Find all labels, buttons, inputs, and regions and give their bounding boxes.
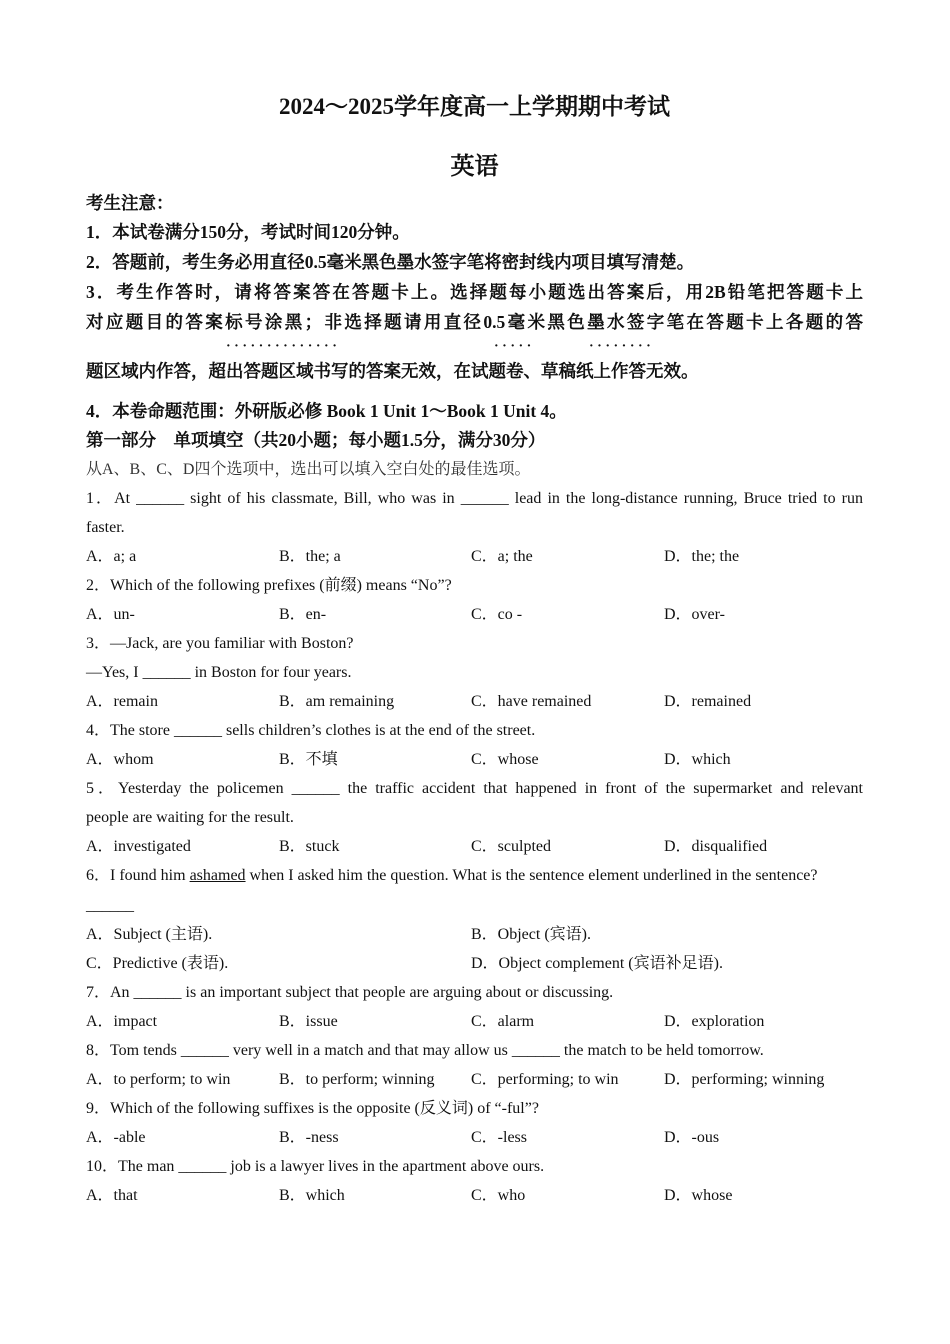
exam-title: 2024～2025学年度高一上学期期中考试 (279, 94, 670, 119)
option-a: A．that (86, 1187, 138, 1204)
option-b: B．issue (279, 1013, 338, 1030)
notice-item: 2．答题前，考生务必用直径0.5毫米黑色墨水签字笔将密封线内项目填写清楚。 (86, 252, 695, 272)
option-a: A．Subject (主语). (86, 926, 213, 943)
question-text: 9．Which of the following suffixes is the opposite (反义词) of “-ful”? (86, 1100, 539, 1117)
option-b: B．Object (宾语). (471, 926, 591, 943)
option-b: B．which (279, 1187, 345, 1204)
option-a: A．un- (86, 606, 135, 623)
option-d: D．whose (664, 1187, 733, 1204)
option-a: A．investigated (86, 838, 191, 855)
question-text: 8．Tom tends ______ very well in a match and that may allow us ______ the match to be held tomorrow. (86, 1042, 764, 1059)
option-d: D．exploration (664, 1013, 765, 1030)
question-text: faster. (86, 519, 125, 536)
option-d: D．-ous (664, 1129, 720, 1146)
emphasis-dots: · · · · · · · · (589, 339, 651, 354)
option-c: C．-less (471, 1129, 528, 1146)
option-c: C．Predictive (表语). (86, 955, 229, 972)
option-b: B．am remaining (279, 693, 395, 710)
option-d: D．Object complement (宾语补足语). (471, 955, 723, 972)
question-text: —Yes, I ______ in Boston for four years. (86, 664, 352, 681)
question-text-post: when I asked him the question. What is the sentence element underlined in the sentence? (245, 867, 818, 884)
option-a: A．remain (86, 693, 158, 710)
option-b: B．to perform; winning (279, 1071, 435, 1088)
emphasis-dots: · · · · · · · · · · · · · · (226, 339, 337, 354)
option-c: C．have remained (471, 693, 592, 710)
option-d: D．which (664, 751, 731, 768)
question-text: 2．Which of the following prefixes (前缀) means “No”? (86, 577, 452, 594)
option-d: D．performing; winning (664, 1071, 825, 1088)
notice-item: 1．本试卷满分150分，考试时间120分钟。 (86, 222, 410, 242)
question-text: 5．Yesterday the policemen ______ the traffic accident that happened in front of the supermarket and relevant (86, 780, 863, 797)
question-text: 1．At ______ sight of his classmate, Bill, who was in ______ lead in the long-distance running, Bruce tried to run (86, 490, 863, 507)
option-c: C．alarm (471, 1013, 535, 1030)
option-c: C．sculpted (471, 838, 551, 855)
notice-item: 题区域内作答，超出答题区域书写的答案无效，在试题卷、草稿纸上作答无效。 (86, 361, 699, 381)
notice-heading: 考生注意： (86, 193, 174, 213)
option-a: A．whom (86, 751, 154, 768)
option-a: A．-able (86, 1129, 146, 1146)
option-d: D．disqualified (664, 838, 768, 855)
option-b: B．the; a (279, 548, 341, 565)
option-a: A．to perform; to win (86, 1071, 231, 1088)
question-text: 3．—Jack, are you familiar with Boston? (86, 635, 354, 652)
notice-item: 3．考生作答时，请将答案答在答题卡上。选择题每小题选出答案后，用2B铅笔把答题卡上 (86, 282, 863, 302)
underlined-word: ashamed (189, 867, 246, 884)
question-text (86, 866, 863, 886)
option-b: B．en- (279, 606, 327, 623)
question-text: people are waiting for the result. (86, 809, 294, 826)
part1-heading: 第一部分 单项填空（共20小题；每小题1.5分，满分30分） (86, 430, 546, 450)
option-c: C．performing; to win (471, 1071, 619, 1088)
option-c: C．co - (471, 606, 523, 623)
option-d: D．over- (664, 606, 725, 623)
option-c: C．whose (471, 751, 539, 768)
exam-subject: 英语 (450, 154, 499, 180)
answer-blank: ______ (86, 897, 134, 914)
question-text: 10．The man ______ job is a lawyer lives in the apartment above ours. (86, 1158, 545, 1175)
notice-item: 对应题目的答案标号涂黑；非选择题请用直径0.5毫米黑色墨水签字笔在答题卡上各题的答 (86, 312, 863, 332)
emphasis-dots: · · · · · (494, 339, 532, 354)
option-c: C．a; the (471, 548, 533, 565)
option-d: D．remained (664, 693, 752, 710)
notice-item: 4．本卷命题范围：外研版必修 Book 1 Unit 1～Book 1 Unit 4。 (86, 401, 567, 421)
option-c: C．who (471, 1187, 526, 1204)
option-b: B．不填 (279, 751, 338, 768)
question-text: 7．An ______ is an important subject that people are arguing about or discussing. (86, 984, 614, 1001)
option-a: A．a; a (86, 548, 137, 565)
option-b: B．stuck (279, 838, 340, 855)
part1-instruction: 从A、B、C、D四个选项中，选出可以填入空白处的最佳选项。 (86, 461, 531, 478)
question-text-pre: 6．I found him (86, 867, 190, 884)
option-d: D．the; the (664, 548, 740, 565)
option-b: B．-ness (279, 1129, 339, 1146)
question-text: 4．The store ______ sells children’s clothes is at the end of the street. (86, 722, 536, 739)
option-a: A．impact (86, 1013, 158, 1030)
